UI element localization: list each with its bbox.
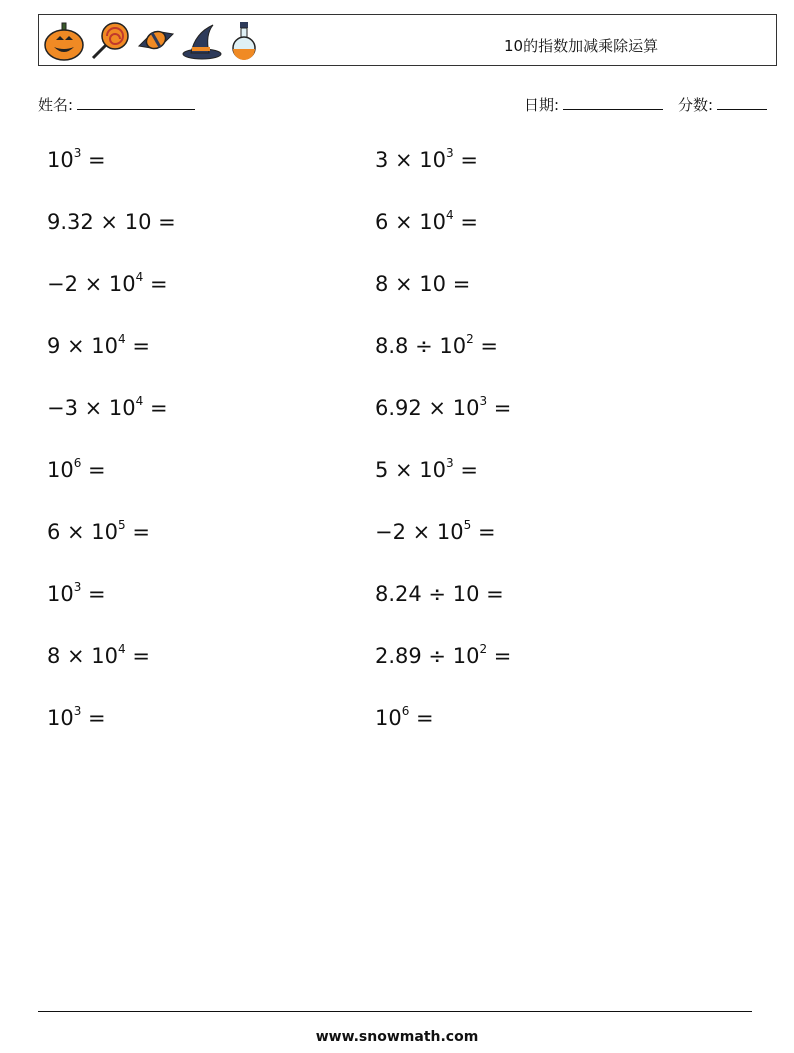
problem-text: 10 (47, 706, 74, 730)
problem-left-8 (47, 582, 106, 606)
problem-text: −2 × 10 (47, 272, 136, 296)
equals-sign: = (487, 396, 512, 420)
exponent: 2 (466, 332, 474, 346)
pumpkin-icon (43, 20, 85, 62)
exponent: 3 (446, 146, 454, 160)
problem-left-4 (47, 334, 150, 358)
equals-sign: = (125, 520, 150, 544)
problem-left-7 (47, 520, 150, 544)
equals-sign: = (453, 210, 478, 234)
exponent: 4 (446, 208, 454, 222)
equals-sign: = (81, 706, 106, 730)
name-field (38, 94, 195, 115)
potion-icon (227, 20, 261, 62)
exponent: 3 (446, 456, 454, 470)
score-blank[interactable] (717, 95, 767, 110)
problem-left-6 (47, 458, 106, 482)
problem-right-2 (375, 210, 478, 234)
lollipop-icon (89, 20, 131, 62)
exponent: 5 (118, 518, 126, 532)
exponent: 2 (479, 642, 488, 656)
problem-text: 8 × 10 = (375, 272, 471, 296)
score-field (678, 94, 767, 115)
equals-sign: = (453, 148, 478, 172)
problem-left-3 (47, 272, 168, 296)
problem-text: 6 × 10 (375, 210, 447, 234)
problem-text: 9 × 10 (47, 334, 119, 358)
problem-text: 10 (47, 458, 74, 482)
exponent: 5 (463, 518, 472, 532)
equals-sign: = (81, 458, 106, 482)
exponent: 4 (118, 642, 126, 656)
exponent: 4 (118, 332, 126, 346)
exponent: 6 (73, 456, 82, 470)
problem-text: 2.89 ÷ 10 (375, 644, 480, 668)
icon-strip (43, 19, 261, 63)
problem-right-8 (375, 582, 504, 606)
problem-right-4 (375, 334, 498, 358)
problem-right-7 (375, 520, 496, 544)
footer-url: www.snowmath.com (315, 1029, 479, 1045)
problem-right-6 (375, 458, 478, 482)
problem-text: 8.8 ÷ 10 (375, 334, 467, 358)
problem-left-10 (47, 706, 106, 730)
date-label: 日期: (524, 96, 560, 114)
worksheet-title: 10的指数加减乘除运算 (504, 37, 659, 55)
equals-sign: = (409, 706, 434, 730)
name-label: 姓名: (38, 96, 74, 114)
problem-text: 9.32 × 10 = (47, 210, 176, 234)
equals-sign: = (81, 582, 106, 606)
exponent: 3 (73, 704, 82, 718)
problem-right-9 (375, 644, 511, 668)
footer-divider (38, 1011, 752, 1012)
problem-right-3 (375, 272, 470, 296)
problem-right-5 (375, 396, 511, 420)
problem-text: 6.92 × 10 (375, 396, 480, 420)
exponent: 3 (479, 394, 488, 408)
witch-hat-icon (181, 20, 223, 62)
problem-text: 8.24 ÷ 10 = (375, 582, 504, 606)
problem-text: 10 (375, 706, 402, 730)
problem-text: 8 × 10 (47, 644, 119, 668)
problem-right-1 (375, 148, 478, 172)
problem-right-10 (375, 706, 434, 730)
name-blank[interactable] (77, 95, 195, 110)
problem-text: 3 × 10 (375, 148, 447, 172)
exponent: 3 (73, 580, 82, 594)
equals-sign: = (143, 272, 168, 296)
exponent: 6 (401, 704, 410, 718)
problem-text: 5 × 10 (375, 458, 447, 482)
score-label: 分数: (678, 96, 714, 114)
problem-text: 6 × 10 (47, 520, 119, 544)
exponent: 4 (135, 270, 144, 284)
exponent: 4 (135, 394, 144, 408)
problem-left-5 (47, 396, 168, 420)
equals-sign: = (81, 148, 106, 172)
problem-text: 10 (47, 148, 74, 172)
equals-sign: = (471, 520, 496, 544)
equals-sign: = (125, 334, 150, 358)
candy-icon (135, 20, 177, 62)
problem-left-1 (47, 148, 106, 172)
header-box (38, 14, 777, 66)
equals-sign: = (473, 334, 498, 358)
problem-text: 10 (47, 582, 74, 606)
date-blank[interactable] (563, 95, 663, 110)
equals-sign: = (125, 644, 150, 668)
problem-text: −3 × 10 (47, 396, 136, 420)
equals-sign: = (143, 396, 168, 420)
problem-left-9 (47, 644, 150, 668)
equals-sign: = (487, 644, 512, 668)
exponent: 3 (73, 146, 82, 160)
equals-sign: = (453, 458, 478, 482)
problem-text: −2 × 10 (375, 520, 464, 544)
problem-left-2 (47, 210, 176, 234)
date-field (524, 94, 663, 115)
